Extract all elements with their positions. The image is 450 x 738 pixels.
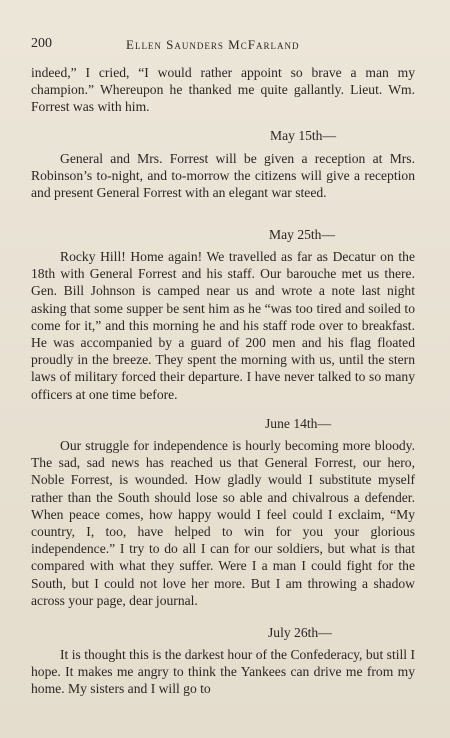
paragraph-text: indeed,” I cried, “I would rather appoint so brave a man my champion.” Whereupon he thanked me quite gallantly. Lieut. Wm. Forrest was with him. [31,65,415,115]
running-head: Ellen Saunders McFarland [126,37,300,52]
page-number: 200 [31,36,52,51]
entry-date: June 14th— [265,416,332,431]
paragraph-text: General and Mrs. Forrest will be given a reception at Mrs. Robinson’s to-night, and to-morrow the citizens will give a reception and present General Forrest with an elegant war steed. [31,151,415,201]
entry-date: July 26th— [268,625,332,640]
entry-date: May 25th— [269,227,336,242]
paragraph-text: Our struggle for independence is hourly becoming more bloody. The sad, sad news has reached us that General Forrest, our hero, Noble Forrest, is wounded. How gladly would I substitute myself rather than the South should lose so able and chivalrous a defender. When peace comes, how happy would I feel could I exclaim, “My country, I, too, have helped to win for you your glorious independence.” I try to do all I can for our soldiers, but what is that compared with what they suffer. Were I a man I could fight for the South, but I could not love her more. But I am throwing a shadow across your page, dear journal. [31,438,415,608]
paragraph-text: Rocky Hill! Home again! We travelled as far as Decatur on the 18th with General Forrest and his staff. Our barouche met us there. Gen. Bill Johnson is camped near us and wrote a note last night asking that some supper be sent him as he “was too tired and soiled to come for it,” and this morning he and his staff rode over to breakfast. He was accompanied by a guard of 200 men and his flag floated proudly in the breeze. They spent the morning with us, until the stern laws of military forced their departure. I have never talked to so many officers at one time before. [31,249,415,402]
page-header [31,36,415,54]
entry-date: May 15th— [270,128,337,143]
entry-paragraph [31,150,415,202]
entry-paragraph [31,646,415,698]
paragraph-continuation [31,64,415,116]
entry-paragraph [31,248,415,403]
paragraph-text: It is thought this is the darkest hour of the Confederacy, but still I hope. It makes me angry to think the Yankees can drive me from my home. My sisters and I will go to [31,647,415,697]
entry-paragraph [31,437,415,609]
